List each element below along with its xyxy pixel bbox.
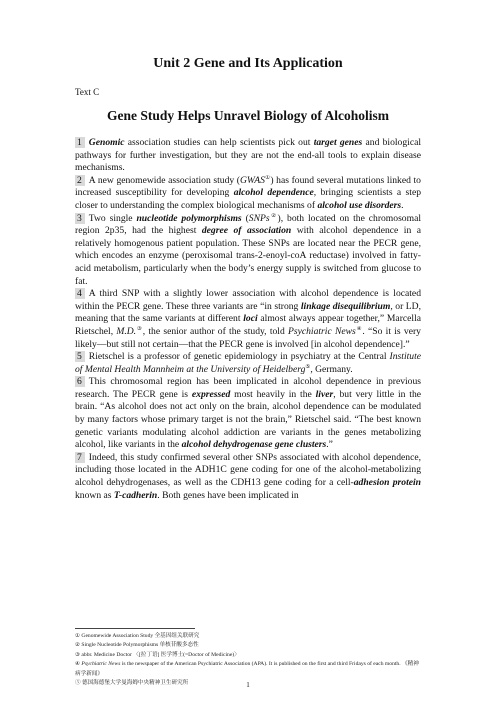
key-term: Genomic bbox=[88, 137, 125, 148]
key-term: loci bbox=[243, 313, 258, 325]
text-run: ), both located on the chromosomal region 2p35, had the highest bbox=[75, 212, 421, 237]
paragraph-number: 5 bbox=[75, 351, 85, 362]
text-run: M.D. bbox=[116, 325, 137, 337]
text-run: , or LD, meaning that the same variants at different bbox=[75, 300, 421, 325]
text-run: Indeed, this study confirmed several other SNPs associated with alcohol dependence, including those located in the ADH1C gene coding for one of the alcohol-metabolizing alcohol dehydrogenases, as well as the CDH13 gene coding for a cell- bbox=[75, 451, 421, 489]
key-term: T-cadherin bbox=[113, 489, 158, 501]
footnote bbox=[75, 660, 421, 679]
paragraph bbox=[75, 175, 421, 213]
key-term: expressed bbox=[191, 388, 231, 400]
text-run: Psychiatric News bbox=[81, 661, 121, 668]
text-run: ② Single Nucleotide Polymorphisms 单核苷酸多态性 bbox=[75, 642, 199, 649]
footnote-marker: ① bbox=[264, 174, 271, 181]
text-run: ) has found several mutations linked to increased susceptibility for developing bbox=[75, 174, 421, 199]
text-run: ③ abbr. Medicine Doctor 〈[拉丁语] 医学博士(=Doctor of Medicine)〉 bbox=[75, 651, 240, 658]
text-run: association studies can help scientists pick out bbox=[124, 137, 314, 148]
key-term: liver bbox=[315, 388, 334, 400]
text-run: Two single bbox=[88, 212, 137, 224]
text-run: This chromosomal region has been implicated in alcohol dependence in previous research. The PECR gene is bbox=[75, 376, 421, 400]
key-term: adhesion protein bbox=[353, 477, 421, 489]
text-run: ⑤ 德国海德堡大学曼海姆中央精神卫生研究所 bbox=[75, 680, 189, 687]
text-run: with alcohol dependence in a relatively homogenous patient population. These SNPs are located near the PECR gene, which encodes an enzyme (peroxisomal trans-2-enoyl-coA reductase) involved in fatty-acid metabolism, particularly when the body’s energy supply is switched from glucose to fat. bbox=[75, 225, 421, 287]
footnote-rule bbox=[75, 628, 195, 629]
text-run: ( bbox=[241, 212, 249, 224]
text-run: SNPs bbox=[248, 212, 270, 224]
text-run: known as bbox=[75, 489, 114, 501]
text-run: , the senior author of the study, told bbox=[142, 325, 289, 337]
paragraph-number: 4 bbox=[75, 288, 85, 299]
text-run: Psychiatric News bbox=[288, 325, 356, 337]
footnote bbox=[75, 651, 421, 660]
text-run: ① Genomewide Association Study 全基因组关联研究 bbox=[75, 633, 200, 639]
paragraph-number: 7 bbox=[75, 452, 85, 463]
text-run: Rietschel is a professor of genetic epidemiology in psychiatry at the Central bbox=[88, 351, 390, 363]
key-term: alcohol dependence bbox=[233, 187, 314, 199]
text-run: . Both genes have been implicated in bbox=[157, 489, 299, 501]
key-term: nucleotide polymorphisms bbox=[136, 212, 242, 224]
text-label: Text C bbox=[75, 87, 100, 97]
paragraph-number: 1 bbox=[75, 137, 85, 148]
unit-title: Unit 2 Gene and Its Application bbox=[153, 56, 343, 71]
paragraph-number: 3 bbox=[75, 213, 85, 224]
text-run: is the newspaper of the American Psychiatric Association (APA). It is published on the first and third Fridays of each month. 《精神病学新闻》 bbox=[75, 661, 419, 677]
paragraph bbox=[75, 137, 421, 175]
paragraph bbox=[75, 376, 421, 452]
text-run: A third SNP with a slightly lower association with alcohol dependence is located within the PECR gene. These three variants are “in strong bbox=[75, 288, 421, 312]
paragraph bbox=[75, 288, 421, 351]
key-term: alcohol dehydrogenase gene clusters bbox=[181, 439, 327, 451]
key-term: linkage disequilibrium bbox=[300, 300, 391, 312]
text-run: .” bbox=[326, 439, 333, 451]
paragraph-number: 2 bbox=[75, 175, 85, 186]
footnote-marker: ② bbox=[269, 212, 278, 219]
text-run: , Germany. bbox=[310, 363, 353, 375]
text-run: A new genomewide association study ( bbox=[88, 174, 240, 186]
footnote-list bbox=[75, 632, 421, 688]
paragraph bbox=[75, 213, 421, 289]
footnote bbox=[75, 641, 421, 650]
text-run: , but very little in the brain. “As alcohol does not act only on the brain, alcohol dependence can be modulated by many factors whose primary target is not the brain,” Rietschel said. “The best known genetic variants modulating alcohol addiction are variants in the genes metabolizing alcohol, like variants in the bbox=[75, 388, 421, 451]
article-body bbox=[75, 137, 421, 502]
paragraph bbox=[75, 452, 421, 502]
paragraph-number: 6 bbox=[75, 376, 85, 387]
text-run: most heavily in the bbox=[230, 388, 316, 400]
key-term: target genes bbox=[313, 137, 363, 148]
paragraph bbox=[75, 351, 421, 376]
article-title: Gene Study Helps Unravel Biology of Alcoholism bbox=[106, 108, 390, 123]
text-run: ④ bbox=[75, 661, 82, 668]
footnote-marker: ⑤ bbox=[305, 363, 311, 370]
footnote-marker: ③ bbox=[136, 325, 143, 332]
key-term: degree of association bbox=[201, 225, 292, 237]
text-run: Institute of Mental Health Mannheim at the University of Heidelberg bbox=[75, 351, 421, 375]
text-run: , bringing scientists a step closer to understanding the complex biological mechanisms of bbox=[75, 187, 422, 211]
text-run: and biological pathways for further investigation, but they are not the end-all tools to explain disease mechanisms. bbox=[75, 137, 421, 174]
footnote bbox=[75, 632, 421, 641]
page-number: 1 bbox=[246, 681, 250, 689]
footnotes bbox=[75, 628, 421, 688]
key-term: alcohol use disorders bbox=[317, 199, 402, 211]
text-run: . “So it is very likely—but still not certain—that the PECR gene is involved [in alcohol dependence].” bbox=[75, 325, 421, 350]
text-run: . bbox=[401, 199, 404, 211]
text-run: GWAS bbox=[240, 174, 265, 186]
text-run: almost always appear together,” Marcella Rietschel, bbox=[75, 313, 421, 337]
footnote-marker: ④ bbox=[355, 325, 363, 332]
